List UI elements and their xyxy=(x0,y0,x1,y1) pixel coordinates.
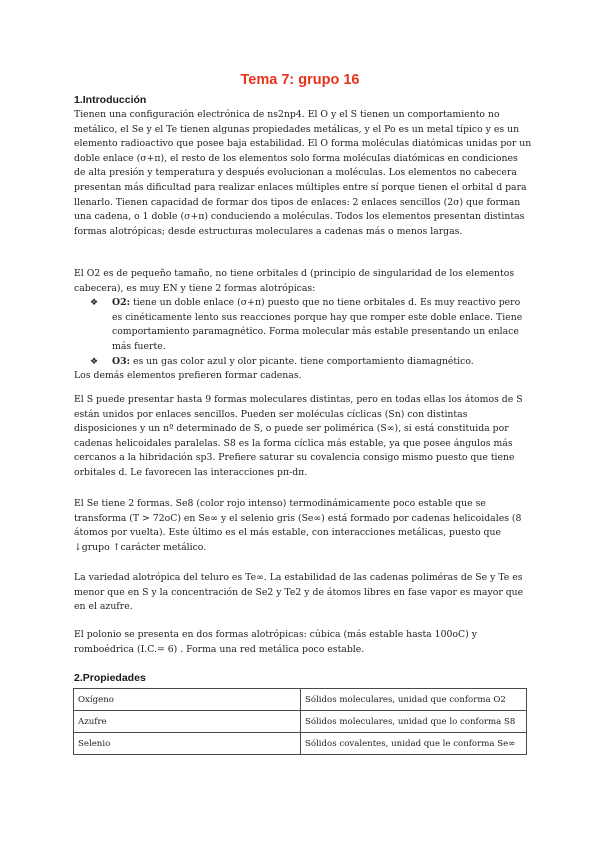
table-cell-description: Sólidos moleculares, unidad que lo conforma S8 xyxy=(301,711,527,733)
section-heading-introduccion: 1.Introducción xyxy=(74,94,147,106)
paragraph-selenio xyxy=(74,497,532,555)
table-cell-description: Sólidos covalentes, unidad que le conforma Se∞ xyxy=(301,733,527,755)
paragraph-oxigeno xyxy=(74,267,532,384)
table-row xyxy=(74,711,527,733)
paragraph-configuracion xyxy=(74,108,532,239)
paragraph-text: El Se tiene 2 formas. Se8 (color rojo intenso) termodinámicamente poco estable que se transforma (T > 72oC) en Se∞ y el selenio gris (Se∞) está formado por cadenas helicoidales (8 átomos por vuelta). Este último es el más estable, con interacciones metálicas, puesto que ↓grupo ↑carácter metálico. xyxy=(74,498,522,553)
paragraph-teluro xyxy=(74,571,532,615)
section-heading-propiedades: 2.Propiedades xyxy=(74,672,146,684)
paragraph-azufre xyxy=(74,393,532,481)
bullet-text: tiene un doble enlace (σ+π) puesto que no tiene orbitales d. Es muy reactivo pero es cinéticamente lento sus reacciones porque hay que romper este doble enlace. Tiene comportamiento paramagnético. Forma molecular más estable presentando un enlace más fuerte. xyxy=(112,297,523,352)
bullet-text: es un gas color azul y olor picante. tiene comportamiento diamagnético. xyxy=(130,355,474,367)
paragraph-polonio xyxy=(74,628,532,657)
bullet-list xyxy=(74,296,532,369)
table-cell-element: Azufre xyxy=(74,711,301,733)
paragraph-text: El polonio se presenta en dos formas alotrópicas: cúbica (más estable hasta 100oC) y romboédrica (I.C.= 6) . Forma una red metálica poco estable. xyxy=(74,629,477,655)
paragraph-text: El S puede presentar hasta 9 formas moleculares distintas, pero en todas ellas los átomos de S están unidos por enlaces sencillos. Pueden ser moléculas cíclicas (Sn) con distintas disposiciones y un nº determinado de S, o puede ser polimérica (S∞), si está constituida por cadenas helicoidales paralelas. S8 es la forma cíclica más estable, ya que posee ángulos más cercanos a la hibridación sp3. Prefiere saturar su covalencia consigo mismo puesto que tiene orbitales d. Le favorecen las interacciones pπ-dπ. xyxy=(74,394,523,478)
table-cell-element: Selenio xyxy=(74,733,301,755)
table-row xyxy=(74,733,527,755)
paragraph-text: Tienen una configuración electrónica de ns2np4. El O y el S tienen un comportamiento no metálico, el Se y el Te tienen algunas propiedades metálicas, y el Po es un metal típico y es un elemento radioactivo que posee baja estabilidad. El O forma moléculas diatómicas unidas por un doble enlace (σ+π), el resto de los elementos solo forma moléculas diatómicas en condiciones de alta presión y temperatura y después evolucionan a moléculas. Los elementos no cabecera presentan más dificultad para realizar enlaces múltiples entre sí porque tienen el orbital d para llenarlo. Tienen capacidad de formar dos tipos de enlaces: 2 enlaces sencillos (2σ) que forman una cadena, o 1 doble (σ+π) conduciendo a moléculas. Todos los elementos presentan distintas formas alotrópicas; desde estructuras moleculares a cadenas más o menos largas. xyxy=(74,109,532,237)
paragraph-text: El O2 es de pequeño tamaño, no tiene orbitales d (principio de singularidad de los elementos cabecera), es muy EN y tiene 2 formas alotrópicas: xyxy=(74,268,515,294)
paragraph-text: La variedad alotrópica del teluro es Te∞. La estabilidad de las cadenas poliméras de Se y Te es menor que en S y la concentración de Se2 y Te2 y de átomos libres en fase vapor es mayor que en el azufre. xyxy=(74,572,524,613)
diamond-bullet-icon: ❖ xyxy=(90,298,99,309)
bullet-label: O2: xyxy=(112,297,130,309)
paragraph-text: Los demás elementos prefieren formar cadenas. xyxy=(74,370,302,382)
page-title: Tema 7: grupo 16 xyxy=(240,72,360,88)
table-row xyxy=(74,689,527,711)
list-item xyxy=(74,296,532,354)
properties-table xyxy=(73,688,527,755)
bullet-label: O3: xyxy=(112,355,130,367)
diamond-bullet-icon: ❖ xyxy=(90,356,99,367)
table-cell-description: Sólidos moleculares, unidad que conforma O2 xyxy=(301,689,527,711)
list-item xyxy=(74,355,532,370)
table-cell-element: Oxígeno xyxy=(74,689,301,711)
